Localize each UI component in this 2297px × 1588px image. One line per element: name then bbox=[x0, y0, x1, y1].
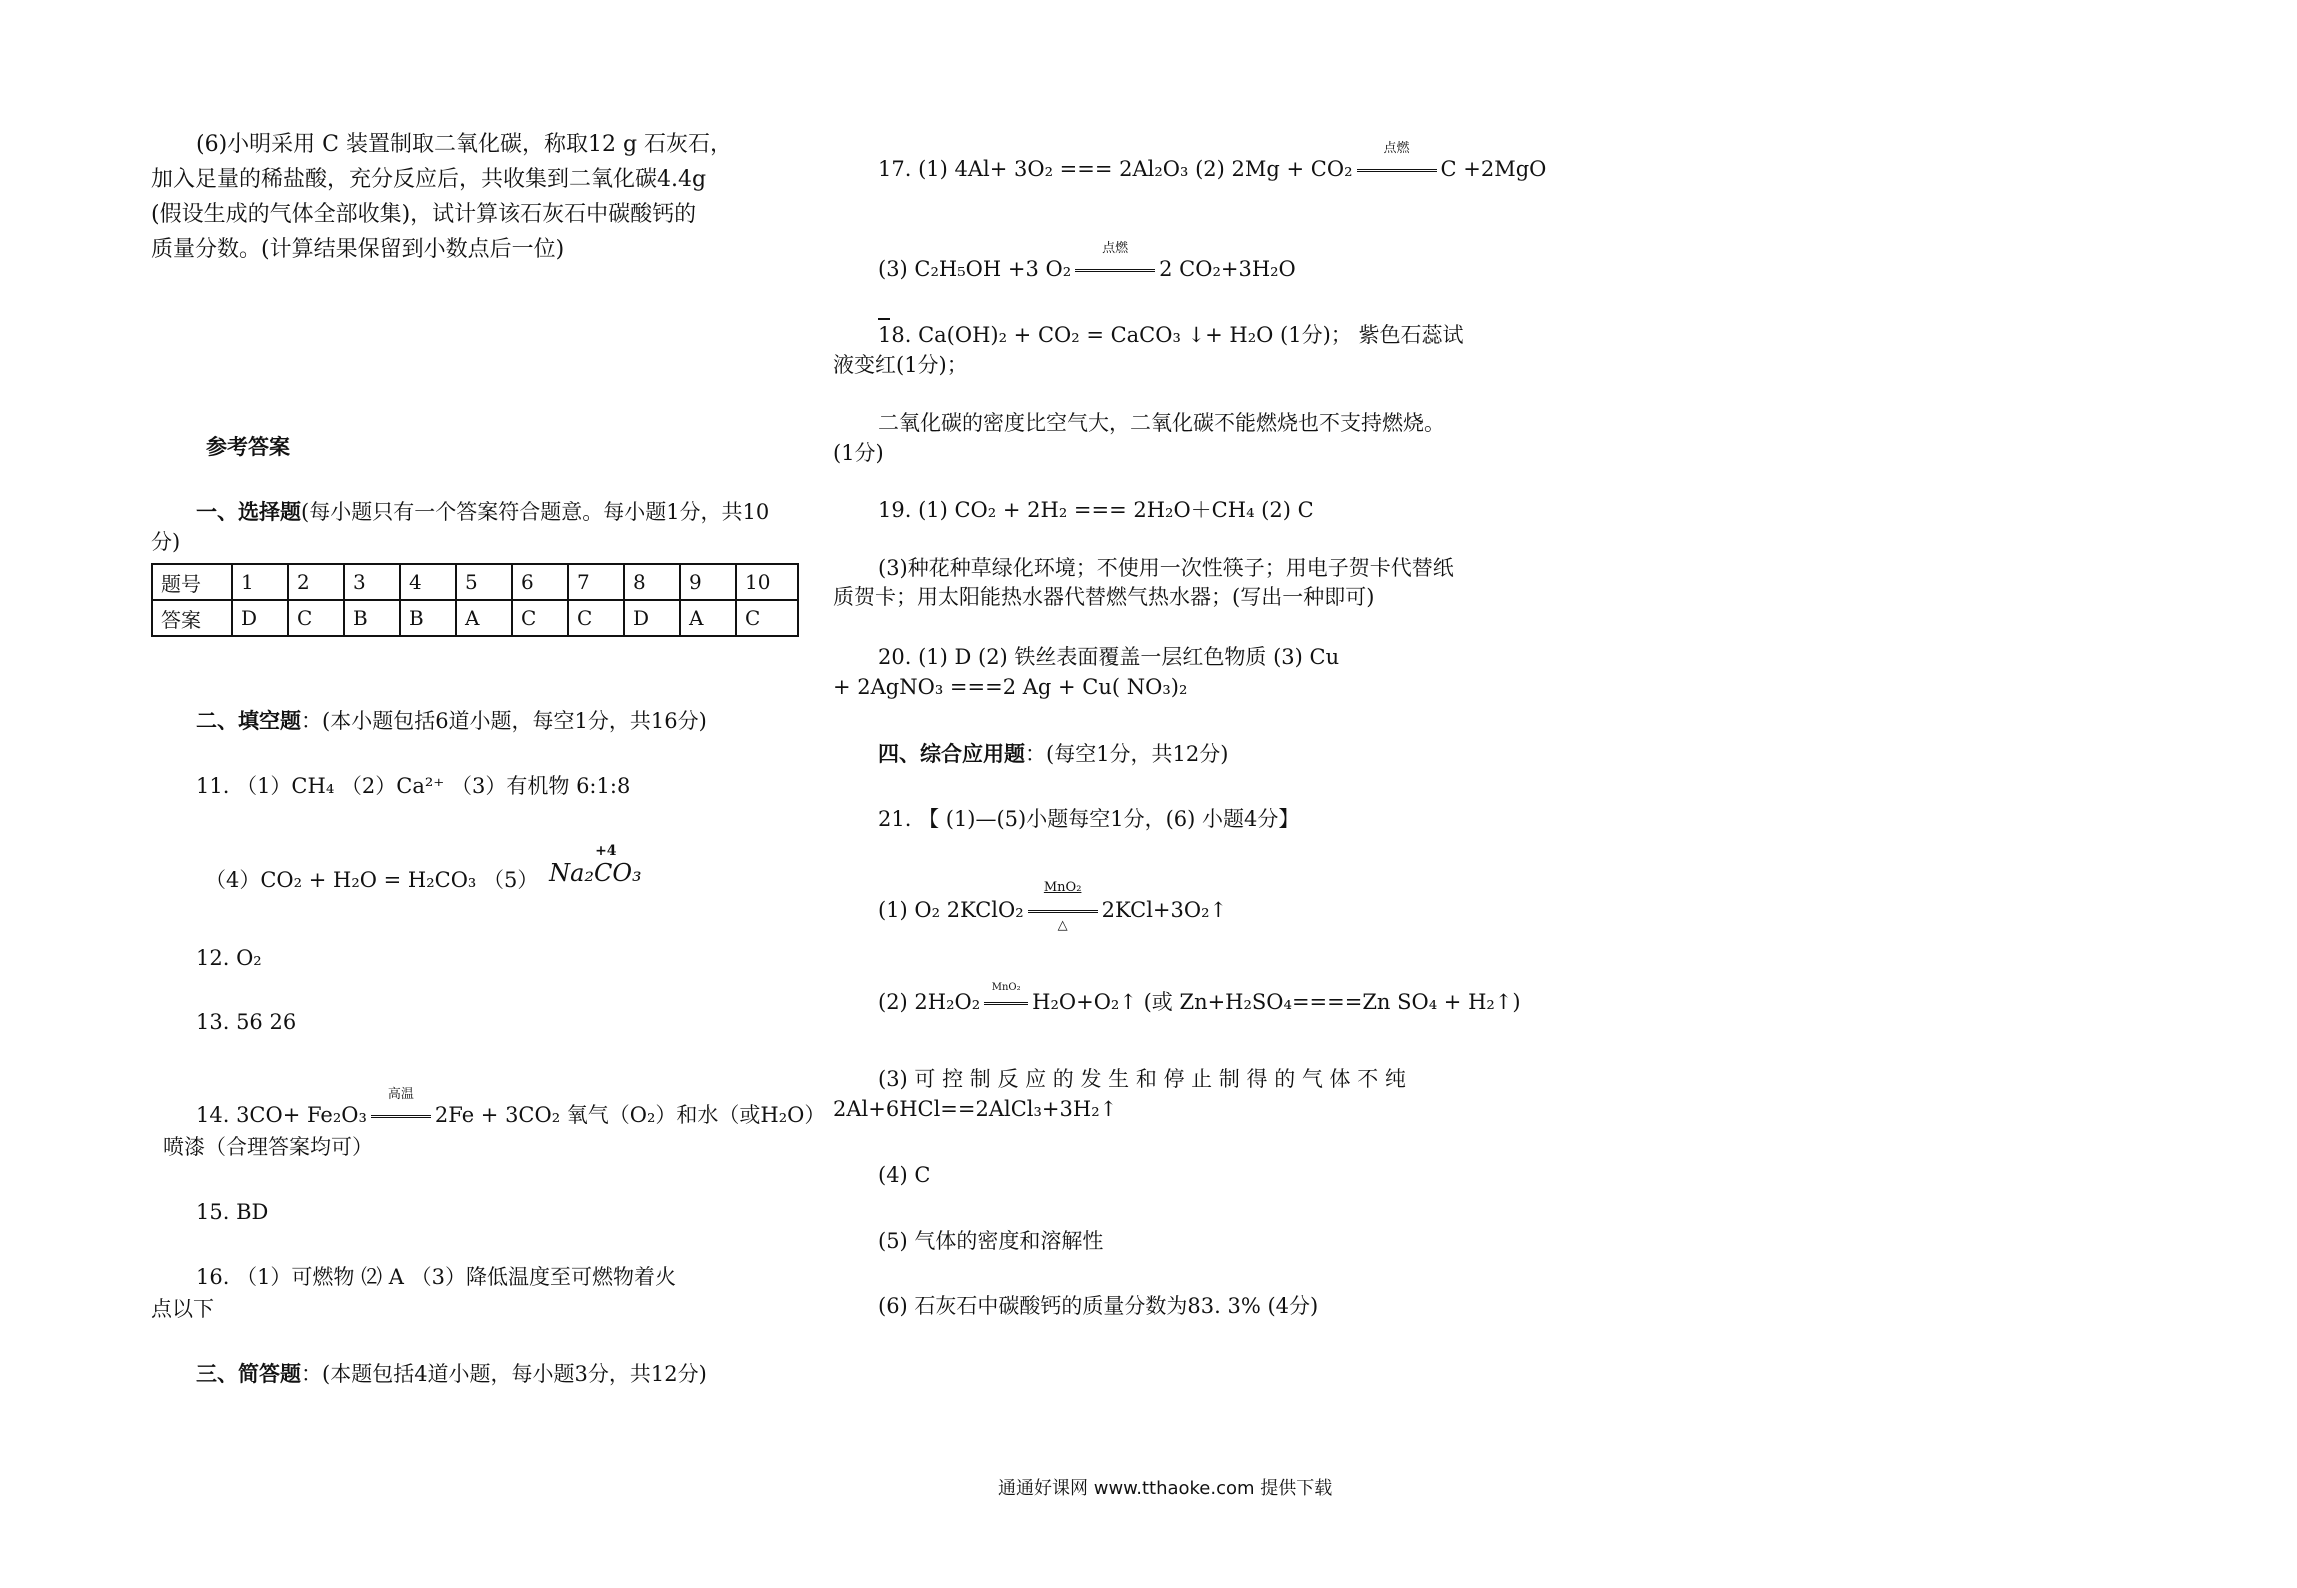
table-cell: 7 bbox=[568, 564, 624, 600]
heat-label: △ bbox=[1057, 918, 1068, 933]
table-row bbox=[152, 600, 798, 636]
section-3-title: 三、简答题 bbox=[196, 1361, 301, 1386]
table-cell: C bbox=[736, 600, 798, 636]
answer-19-3-line-2: 质贺卡；用太阳能热水器代替燃气热水器；(写出一种即可) bbox=[833, 585, 1375, 609]
answer-16-line-2: 点以下 bbox=[151, 1297, 214, 1321]
table-cell: 8 bbox=[624, 564, 680, 600]
answer-11-part-4: （4）CO₂ + H₂O = H₂CO₃ （5） bbox=[205, 868, 539, 892]
sodium-carbonate-formula: Na₂CO₃ bbox=[549, 859, 642, 887]
answer-21-2-right: H₂O+O₂↑ (或 Zn+H₂SO₄====Zn SO₄ + H₂↑) bbox=[1032, 990, 1521, 1014]
catalyst-label: MnO₂ bbox=[991, 982, 1021, 993]
valence-mark: +4 bbox=[595, 843, 617, 859]
section-4-desc: ：(每空1分，共12分) bbox=[1025, 742, 1229, 766]
answer-19-3-line-1: (3)种花种草绿化环境；不使用一次性筷子；用电子贺卡代替纸 bbox=[878, 556, 1454, 580]
page-footer: 通通好课网 www.tthaoke.com 提供下载 bbox=[998, 1478, 1333, 1499]
answer-18-line-1: 18. Ca(OH)₂ + CO₂ = CaCO₃ ↓+ H₂O (1分)； 紫色石蕊试 bbox=[878, 323, 1464, 347]
answer-17-3-left: (3) C₂H₅OH +3 O₂ bbox=[878, 257, 1072, 281]
answer-17-3-right: 2 CO₂+3H₂O bbox=[1159, 257, 1296, 281]
answer-21-1 bbox=[878, 880, 1228, 933]
table-cell: 10 bbox=[736, 564, 798, 600]
answer-21-3-line-1: (3) 可 控 制 反 应 的 发 生 和 停 止 制 得 的 气 体 不 纯 bbox=[878, 1067, 1406, 1091]
answer-16-line-1: 16. （1）可燃物 ⑵ A （3）降低温度至可燃物着火 bbox=[196, 1265, 676, 1289]
table-cell: B bbox=[344, 600, 400, 636]
answer-14-right: 2Fe + 3CO₂ 氧气（O₂）和水（或H₂O） bbox=[434, 1103, 826, 1127]
answer-21-2 bbox=[878, 982, 1521, 1017]
table-cell: C bbox=[512, 600, 568, 636]
answer-15: 15. BD bbox=[196, 1200, 269, 1224]
table-cell: 9 bbox=[680, 564, 736, 600]
table-cell: 6 bbox=[512, 564, 568, 600]
section-4-title: 四、综合应用题 bbox=[878, 741, 1025, 766]
table-cell: 2 bbox=[288, 564, 344, 600]
table-header-label: 题号 bbox=[152, 564, 232, 600]
section-2-desc: ：(本小题包括6道小题，每空1分，共16分) bbox=[301, 709, 707, 733]
answer-21-head: 21. 【 (1)—(5)小题每空1分，(6) 小题4分】 bbox=[878, 807, 1300, 831]
table-cell: B bbox=[400, 600, 456, 636]
reaction-bar bbox=[371, 1115, 431, 1118]
table-cell: A bbox=[456, 600, 512, 636]
table-cell: 3 bbox=[344, 564, 400, 600]
table-cell: 5 bbox=[456, 564, 512, 600]
answer-18-line-4: (1分) bbox=[833, 441, 884, 465]
answer-18-line-3: 二氧化碳的密度比空气大，二氧化碳不能燃烧也不支持燃烧。 bbox=[878, 411, 1445, 435]
answer-20-line-1: 20. (1) D (2) 铁丝表面覆盖一层红色物质 (3) Cu bbox=[878, 645, 1340, 669]
answer-17-line-2 bbox=[878, 241, 1296, 284]
table-cell: C bbox=[288, 600, 344, 636]
reaction-condition bbox=[1071, 241, 1159, 284]
table-cell: 1 bbox=[232, 564, 288, 600]
section-1-title: 一、选择题 bbox=[196, 499, 301, 524]
reaction-bar bbox=[1075, 269, 1155, 272]
answer-11-line-1: 11. （1）CH₄ （2）Ca²⁺ （3）有机物 6:1:8 bbox=[196, 774, 631, 798]
answer-17-left: 17. (1) 4Al+ 3O₂ === 2Al₂O₃ (2) 2Mg + CO₂ bbox=[878, 157, 1353, 181]
valence-formula bbox=[549, 843, 642, 888]
condition-label: 点燃 bbox=[1102, 241, 1129, 256]
reaction-condition bbox=[1024, 880, 1102, 933]
answer-21-2-left: (2) 2H₂O₂ bbox=[878, 990, 981, 1014]
section-4-heading bbox=[878, 739, 1228, 769]
section-3-desc: ：(本题包括4道小题，每小题3分，共12分) bbox=[301, 1362, 707, 1386]
condition-label: 点燃 bbox=[1383, 141, 1410, 156]
section-3-heading bbox=[196, 1359, 707, 1389]
q6-line-1: (6)小明采用 C 装置制取二氧化碳，称取12 g 石灰石， bbox=[196, 132, 733, 157]
table-cell: C bbox=[568, 600, 624, 636]
answer-21-3-line-2: 2Al+6HCl==2AlCl₃+3H₂↑ bbox=[833, 1097, 1118, 1121]
answer-21-4: (4) C bbox=[878, 1163, 931, 1187]
table-cell: D bbox=[624, 600, 680, 636]
q6-line-2: 加入足量的稀盐酸，充分反应后，共收集到二氧化碳4.4g bbox=[151, 167, 707, 192]
answer-17-right: C +2MgO bbox=[1440, 157, 1547, 181]
answer-12: 12. O₂ bbox=[196, 946, 262, 970]
answer-20-line-2: + 2AgNO₃ ===2 Ag + Cu( NO₃)₂ bbox=[833, 675, 1188, 699]
q6-line-3: (假设生成的气体全部收集)，试计算该石灰石中碳酸钙的 bbox=[151, 202, 697, 227]
answer-14-line-1 bbox=[196, 1087, 826, 1130]
table-cell: D bbox=[232, 600, 288, 636]
answer-21-5: (5) 气体的密度和溶解性 bbox=[878, 1229, 1104, 1253]
answer-21-1-left: (1) O₂ 2KClO₂ bbox=[878, 898, 1024, 922]
table-row bbox=[152, 564, 798, 600]
section-1-desc: (每小题只有一个答案符合题意。每小题1分，共10 bbox=[301, 500, 770, 524]
answer-table bbox=[151, 563, 799, 637]
reaction-condition bbox=[1353, 141, 1441, 184]
table-answer-label: 答案 bbox=[152, 600, 232, 636]
table-cell: 4 bbox=[400, 564, 456, 600]
answer-21-6: (6) 石灰石中碳酸钙的质量分数为83. 3% (4分) bbox=[878, 1294, 1319, 1318]
reaction-condition bbox=[367, 1087, 435, 1130]
section-2-heading bbox=[196, 706, 707, 736]
answer-11-line-2 bbox=[205, 843, 642, 895]
section-2-title: 二、填空题 bbox=[196, 708, 301, 733]
answer-17-line-1 bbox=[878, 141, 1547, 184]
q6-line-4: 质量分数。(计算结果保留到小数点后一位) bbox=[151, 237, 565, 262]
catalyst-label: MnO₂ bbox=[1043, 880, 1082, 895]
table-cell: A bbox=[680, 600, 736, 636]
answer-21-1-right: 2KCl+3O₂↑ bbox=[1101, 898, 1228, 922]
answers-title: 参考答案 bbox=[206, 434, 290, 459]
section-1-heading bbox=[196, 497, 769, 527]
answer-13: 13. 56 26 bbox=[196, 1010, 297, 1034]
condition-label: 高温 bbox=[387, 1087, 414, 1102]
answer-14-left: 14. 3CO+ Fe₂O₃ bbox=[196, 1103, 367, 1127]
answer-18-line-2: 液变红(1分)； bbox=[833, 353, 968, 377]
answer-19: 19. (1) CO₂ + 2H₂ === 2H₂O＋CH₄ (2) C bbox=[878, 498, 1314, 522]
reaction-condition bbox=[980, 982, 1032, 1017]
section-1-desc-cont: 分) bbox=[151, 530, 181, 554]
reaction-bar bbox=[1357, 169, 1437, 172]
answer-14-line-2: 喷漆（合理答案均可） bbox=[163, 1135, 373, 1159]
